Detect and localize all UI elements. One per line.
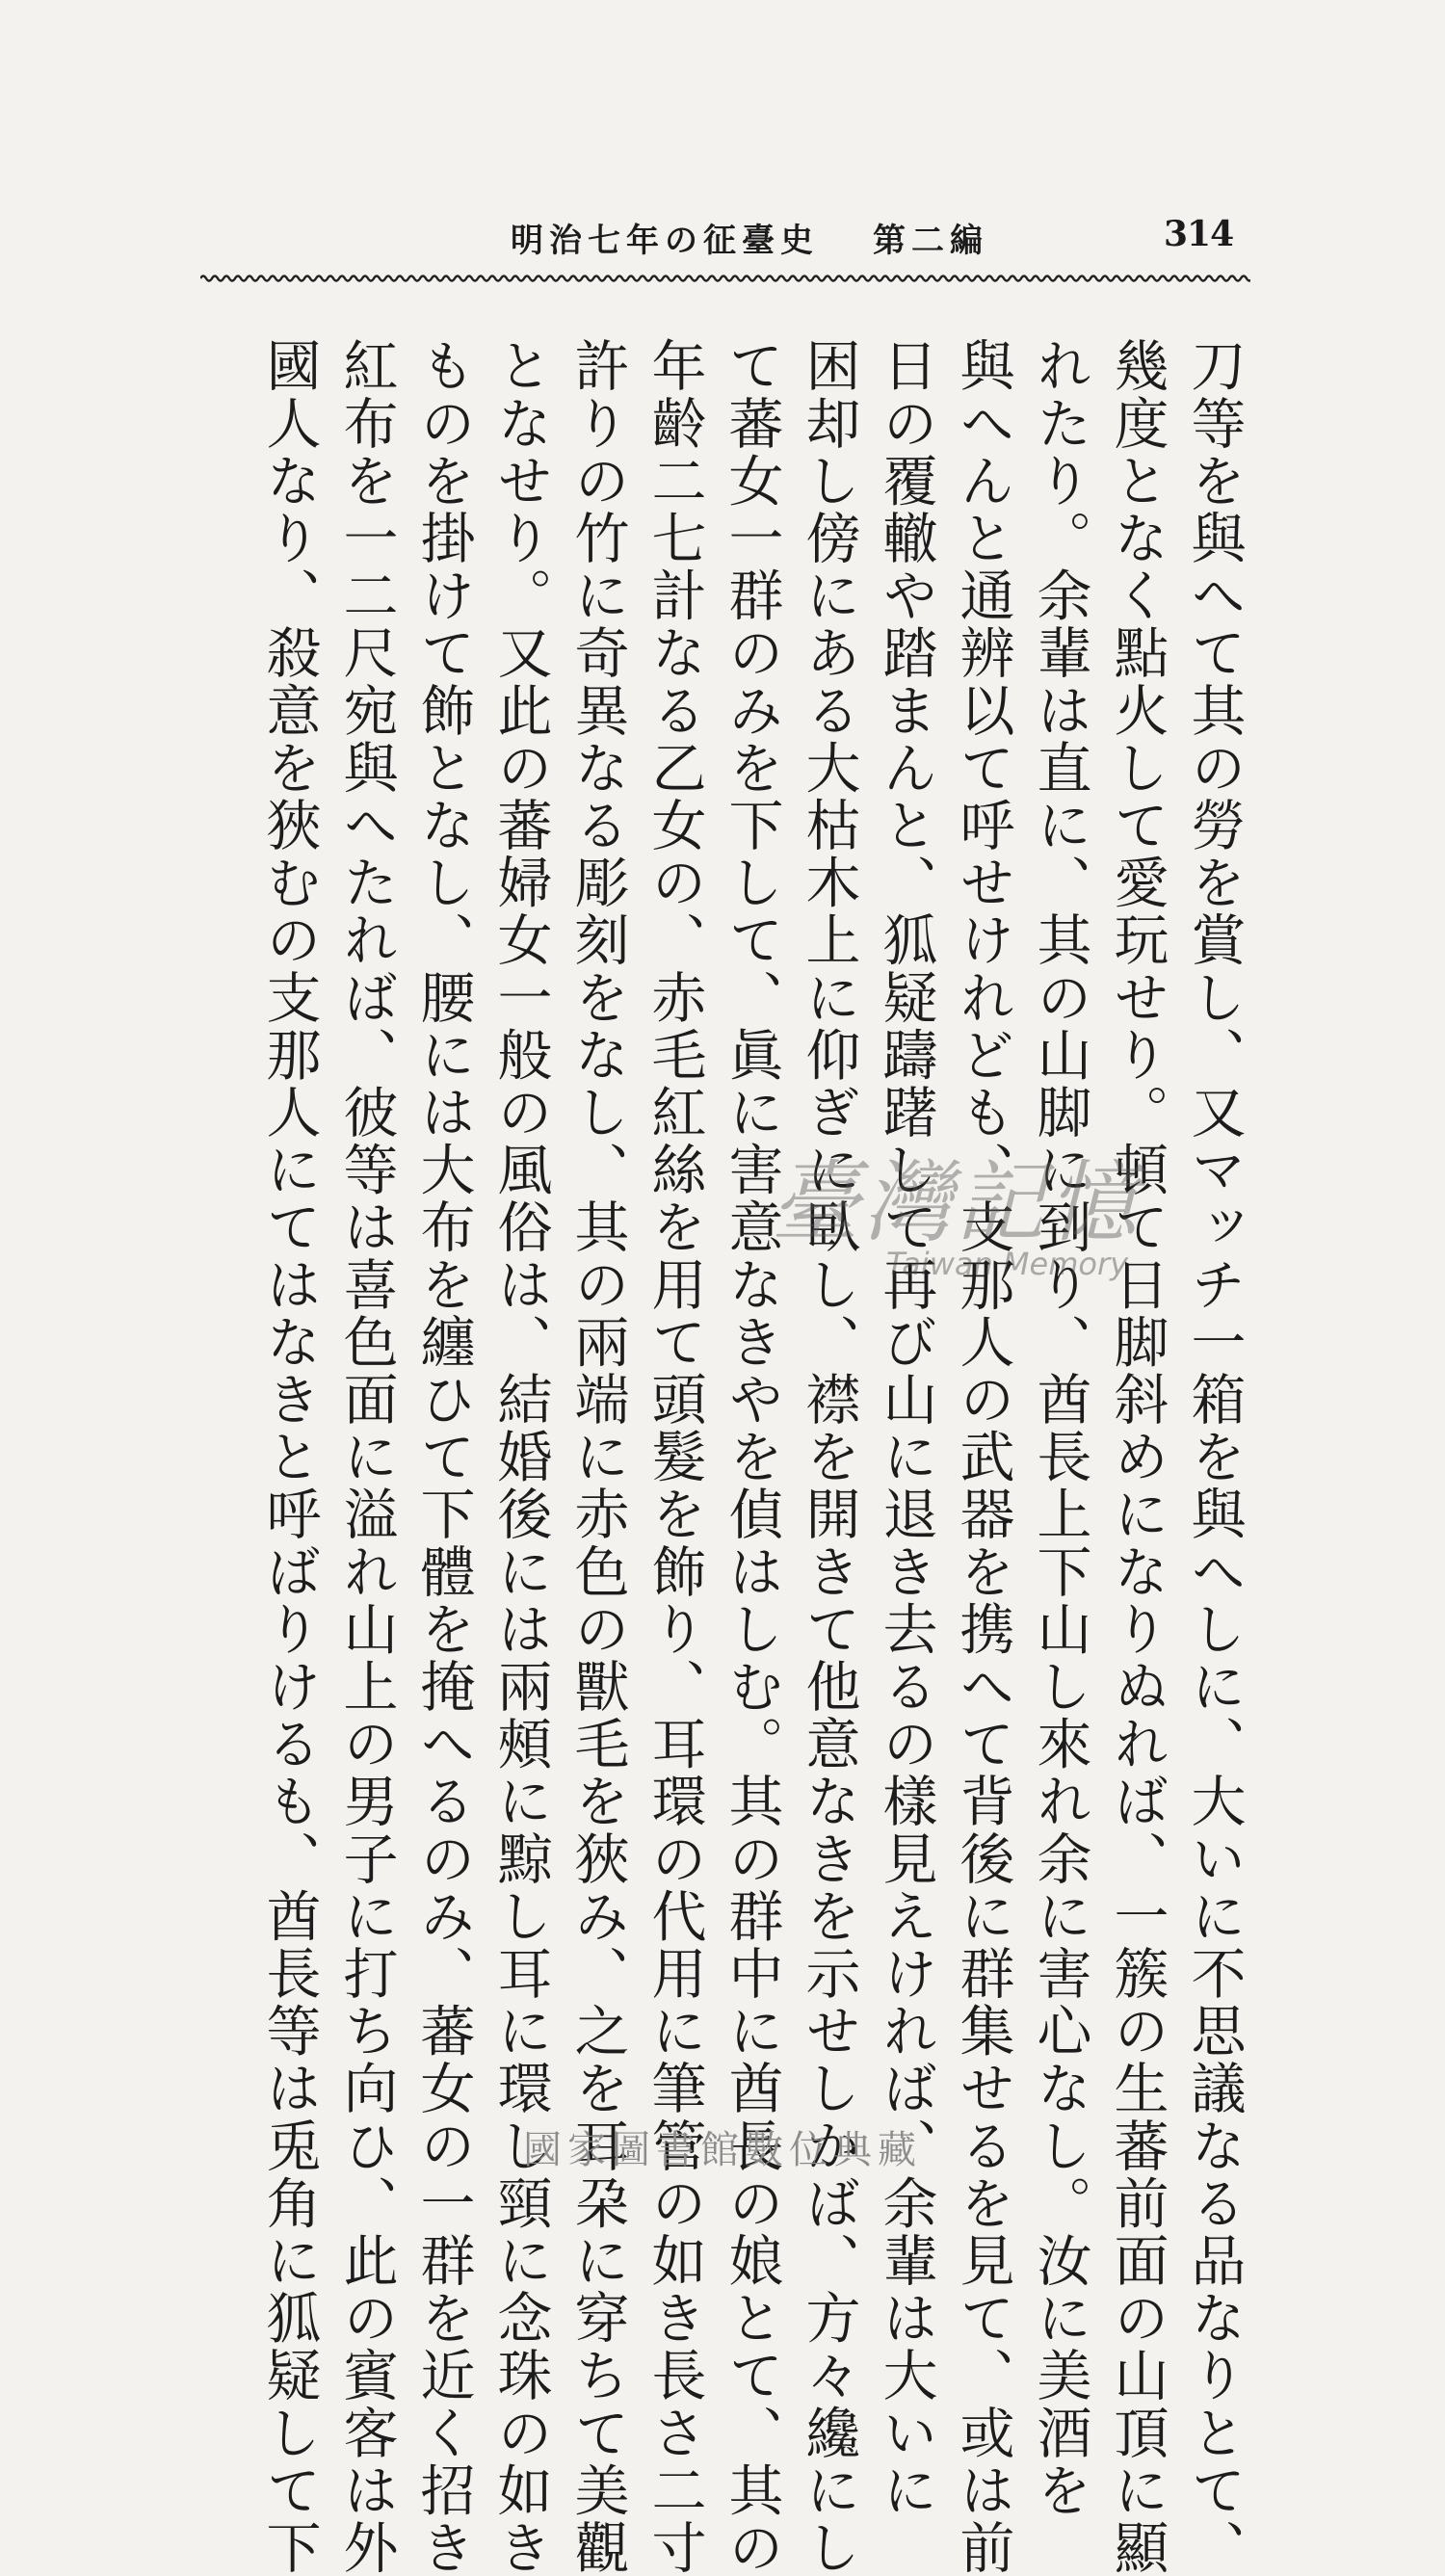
text-column: 刀等を與へて其の勞を賞し、又マッチ一箱を與へしに、大いに不思議なる品なりとて、 bbox=[1182, 337, 1246, 2576]
text-column: 日の覆轍や踏まんと、狐疑躊躇して再び山に退き去るの樣見えければ、余輩は大いに bbox=[874, 337, 937, 2519]
watermark-chinese: 臺灣記憶 bbox=[771, 1151, 1142, 1254]
library-digital-archive-mark: 國家圖書館數位典藏 bbox=[523, 2128, 922, 2172]
header-wavy-rule bbox=[200, 272, 1250, 285]
text-column: 紅布を一二尺宛與へたれば、彼等は喜色面に溢れ山上の男子に打ち向ひ、此の賓客は外 bbox=[334, 337, 398, 2576]
text-column: 幾度となく點火して愛玩せり。頓て日脚斜めになりぬれば、一簇の生蕃前面の山頂に顯 bbox=[1105, 337, 1169, 2576]
text-column: となせり。又此の蕃婦女一般の風俗は、結婚後には兩頰に黥し耳に環し頸に念珠の如き bbox=[488, 337, 552, 2576]
text-column: 國人なり、殺意を狹むの支那人にてはなきと呼ばりけるも、酋長等は兎角に狐疑して下 bbox=[257, 337, 321, 2576]
text-column: 與へんと通辨以て呼せけれども、支那人の武器を携へて背後に群集せるを見て、或は前 bbox=[951, 337, 1014, 2576]
running-head-chapter: 第二編 bbox=[873, 222, 988, 260]
text-column: 困却し傍にある大枯木上に仰ぎに臥し、襟を開きて他意なきを示せしかば、方々纔にし bbox=[797, 337, 860, 2576]
text-column: れたり。余輩は直に、其の山脚に到り、酋長上下山し來れ余に害心なし。汝に美酒を bbox=[1028, 337, 1091, 2519]
text-column: て蕃女一群のみを下して、眞に害意なきやを偵はしむ。其の群中に酋長の娘とて、其の bbox=[720, 337, 783, 2576]
text-column: 許りの竹に奇異なる彫刻をなし、其の兩端に赤色の獸毛を狹み、之を耳朶に穿ちて美觀 bbox=[565, 337, 629, 2576]
text-column: 年齡二七計なる乙女の、赤毛紅絲を用て頭髮を飾り、耳環の代用に筆管の如き長さ二寸 bbox=[643, 337, 706, 2576]
page-number: 314 bbox=[1164, 214, 1234, 254]
watermark-english: Taiwan Memory bbox=[886, 1246, 1129, 1282]
text-column: ものを掛けて飾となし、腰には大布を纏ひて下體を掩へるのみ、蕃女の一群を近く招き bbox=[411, 337, 475, 2576]
running-head bbox=[472, 214, 988, 261]
running-head-section: 明治七年の征臺史 bbox=[511, 222, 819, 260]
